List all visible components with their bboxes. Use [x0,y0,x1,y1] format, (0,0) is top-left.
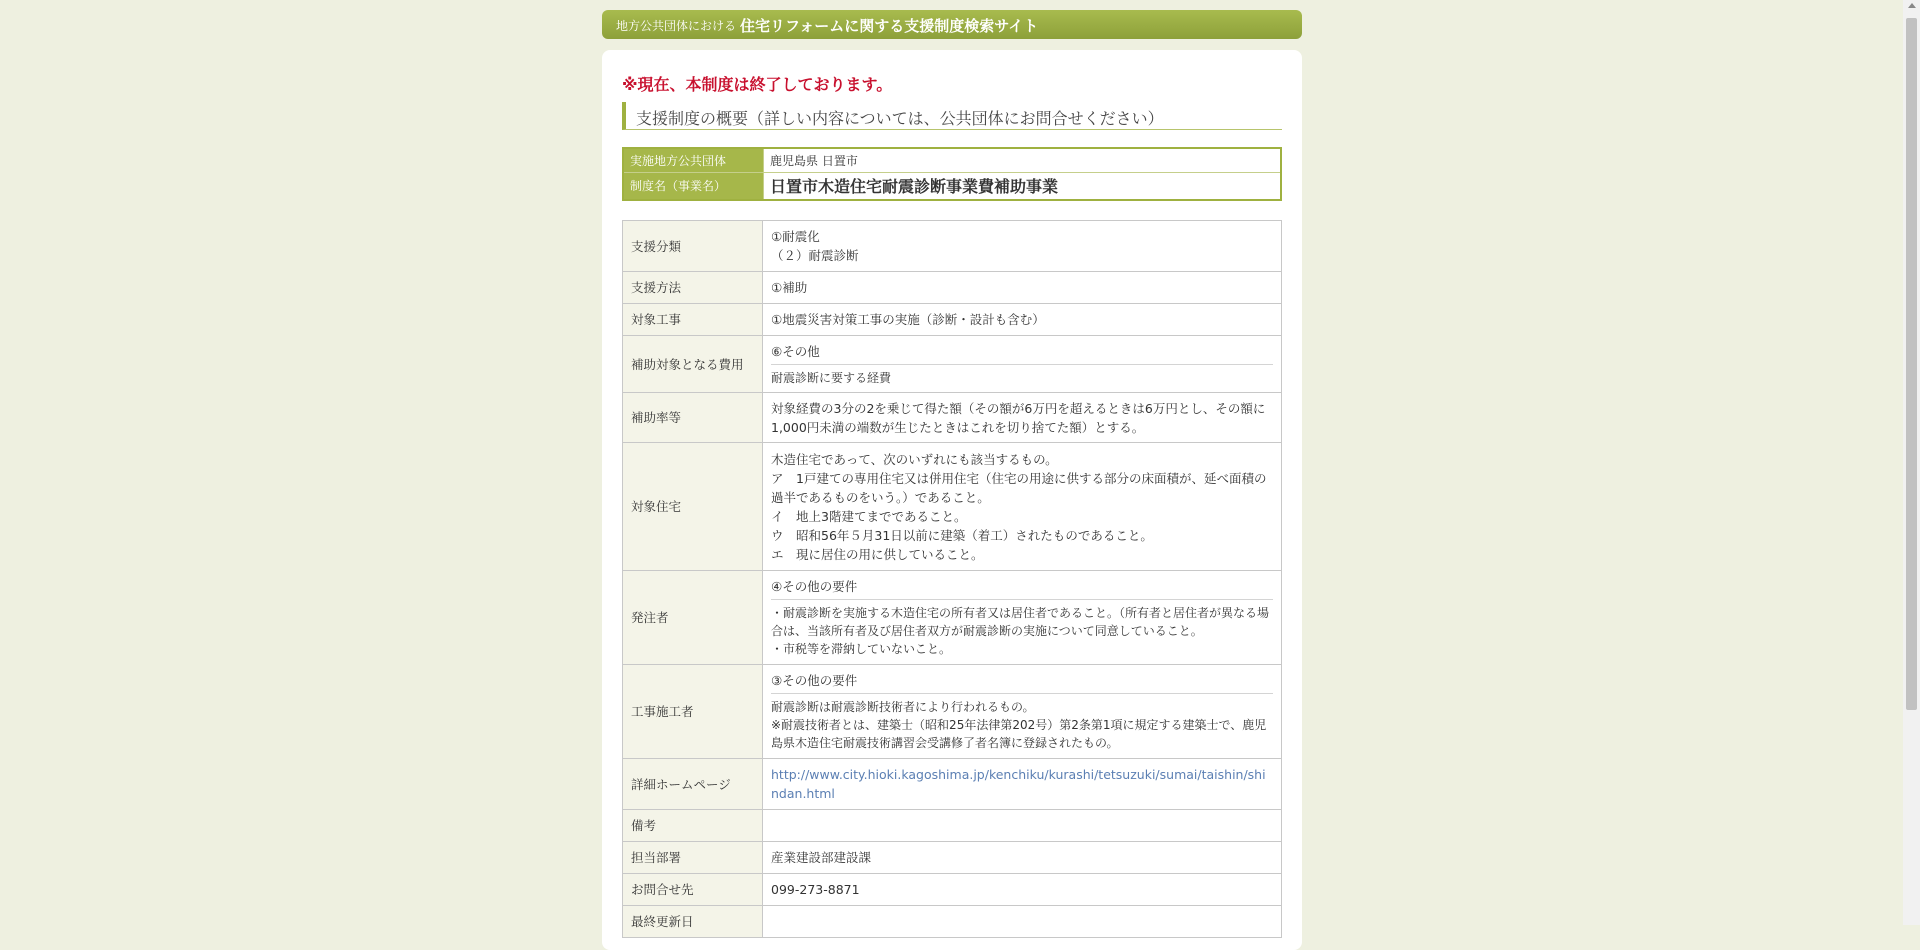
contractor-line: ※耐震技術者とは、建築士（昭和25年法律第202号）第2条第1項に規定する建築士で、鹿児島県木造住宅耐震技術講習会受講修了者名簿に登録されたもの。 [771,718,1267,750]
table-row [623,665,1282,759]
municipality-label: 実施地方公共団体 [623,148,764,172]
site-title[interactable]: 住宅リフォームに関する支援制度検索サイト [740,17,1039,35]
target-housing-line: ウ 昭和56年５月31日以前に建築（着工）されたものであること。 [771,527,1153,543]
target-housing-line: イ 地上3階建てまでであること。 [771,508,967,524]
support-category-label: 支援分類 [623,221,763,272]
scroll-up-arrow-icon[interactable] [1908,3,1916,8]
section-title: 支援制度の概要（詳しい内容については、公共団体にお問合せください） [622,102,1282,130]
eligible-costs-label: 補助対象となる費用 [623,336,763,393]
target-housing-label: 対象住宅 [623,443,763,571]
orderer-line: ・市税等を滞納していないこと。 [771,642,952,656]
table-row [623,571,1282,665]
detail-table [622,220,1282,938]
table-row [623,221,1282,272]
eligible-costs-value [763,336,1282,393]
table-row [623,842,1282,874]
orderer-label: 発注者 [623,571,763,665]
vertical-scrollbar[interactable] [1903,0,1920,925]
table-row [623,443,1282,571]
program-name-label: 制度名（事業名） [623,172,764,200]
homepage-link[interactable]: http://www.city.hioki.kagoshima.jp/kenchiku/kurashi/tetsuzuki/sumai/taishin/shindan.html [771,767,1266,801]
site-header-prefix: 地方公共団体における [616,19,737,33]
eligible-costs-heading: ⑥その他 [771,342,1273,365]
last-updated-label: 最終更新日 [623,906,763,938]
support-category-line: （２）耐震診断 [771,248,859,263]
orderer-heading: ④その他の要件 [771,577,1273,600]
support-method-label: 支援方法 [623,272,763,304]
remarks-value [763,810,1282,842]
program-ended-notice: ※現在、本制度は終了しております。 [622,75,893,94]
contractor-heading: ③その他の要件 [771,671,1273,694]
table-row [623,810,1282,842]
table-row [623,906,1282,938]
support-method-value: ①補助 [763,272,1282,304]
support-category-line: ①耐震化 [771,229,820,244]
orderer-value [763,571,1282,665]
target-housing-line: エ 現に居住の用に供していること。 [771,546,984,562]
table-row [623,304,1282,336]
scrollbar-thumb[interactable] [1906,18,1917,710]
contractor-value [763,665,1282,759]
contact-label: お問合せ先 [623,874,763,906]
target-housing-line: ア 1戸建ての専用住宅又は併用住宅（住宅の用途に供する部分の床面積が、延べ面積の過半であるものをいう。）であること。 [771,470,1267,505]
support-category-value [763,221,1282,272]
subsidy-rate-value: 対象経費の3分の2を乗じて得た額（その額が6万円を超えるときは6万円とし、その額に1,000円未満の端数が生じたときはこれを切り捨てた額）とする。 [763,393,1282,443]
department-value: 産業建設部建設課 [763,842,1282,874]
eligible-costs-body: 耐震診断に要する経費 [771,370,892,385]
target-work-label: 対象工事 [623,304,763,336]
table-row [623,272,1282,304]
orderer-line: ・耐震診断を実施する木造住宅の所有者又は居住者であること。（所有者と居住者が異なる場合は、当該所有者及び居住者双方が耐震診断の実施について同意していること。 [771,606,1270,638]
table-row [623,393,1282,443]
contractor-label: 工事施工者 [623,665,763,759]
contact-value: 099-273-8871 [763,874,1282,906]
table-row [623,172,1281,200]
program-name-value: 日置市木造住宅耐震診断事業費補助事業 [764,172,1282,200]
contractor-line: 耐震診断は耐震診断技術者により行われるもの。 [771,700,1035,714]
department-label: 担当部署 [623,842,763,874]
summary-table [622,147,1282,201]
target-work-value: ①地震災害対策工事の実施（診断・設計も含む） [763,304,1282,336]
table-row [623,148,1281,172]
last-updated-value [763,906,1282,938]
table-row [623,336,1282,393]
municipality-value: 鹿児島県 日置市 [764,148,1282,172]
table-row [623,874,1282,906]
homepage-value [763,759,1282,810]
remarks-label: 備考 [623,810,763,842]
table-row [623,759,1282,810]
site-header [602,10,1302,39]
subsidy-rate-label: 補助率等 [623,393,763,443]
target-housing-value [763,443,1282,571]
target-housing-line: 木造住宅であって、次のいずれにも該当するもの。 [771,451,1058,467]
homepage-label: 詳細ホームページ [623,759,763,810]
